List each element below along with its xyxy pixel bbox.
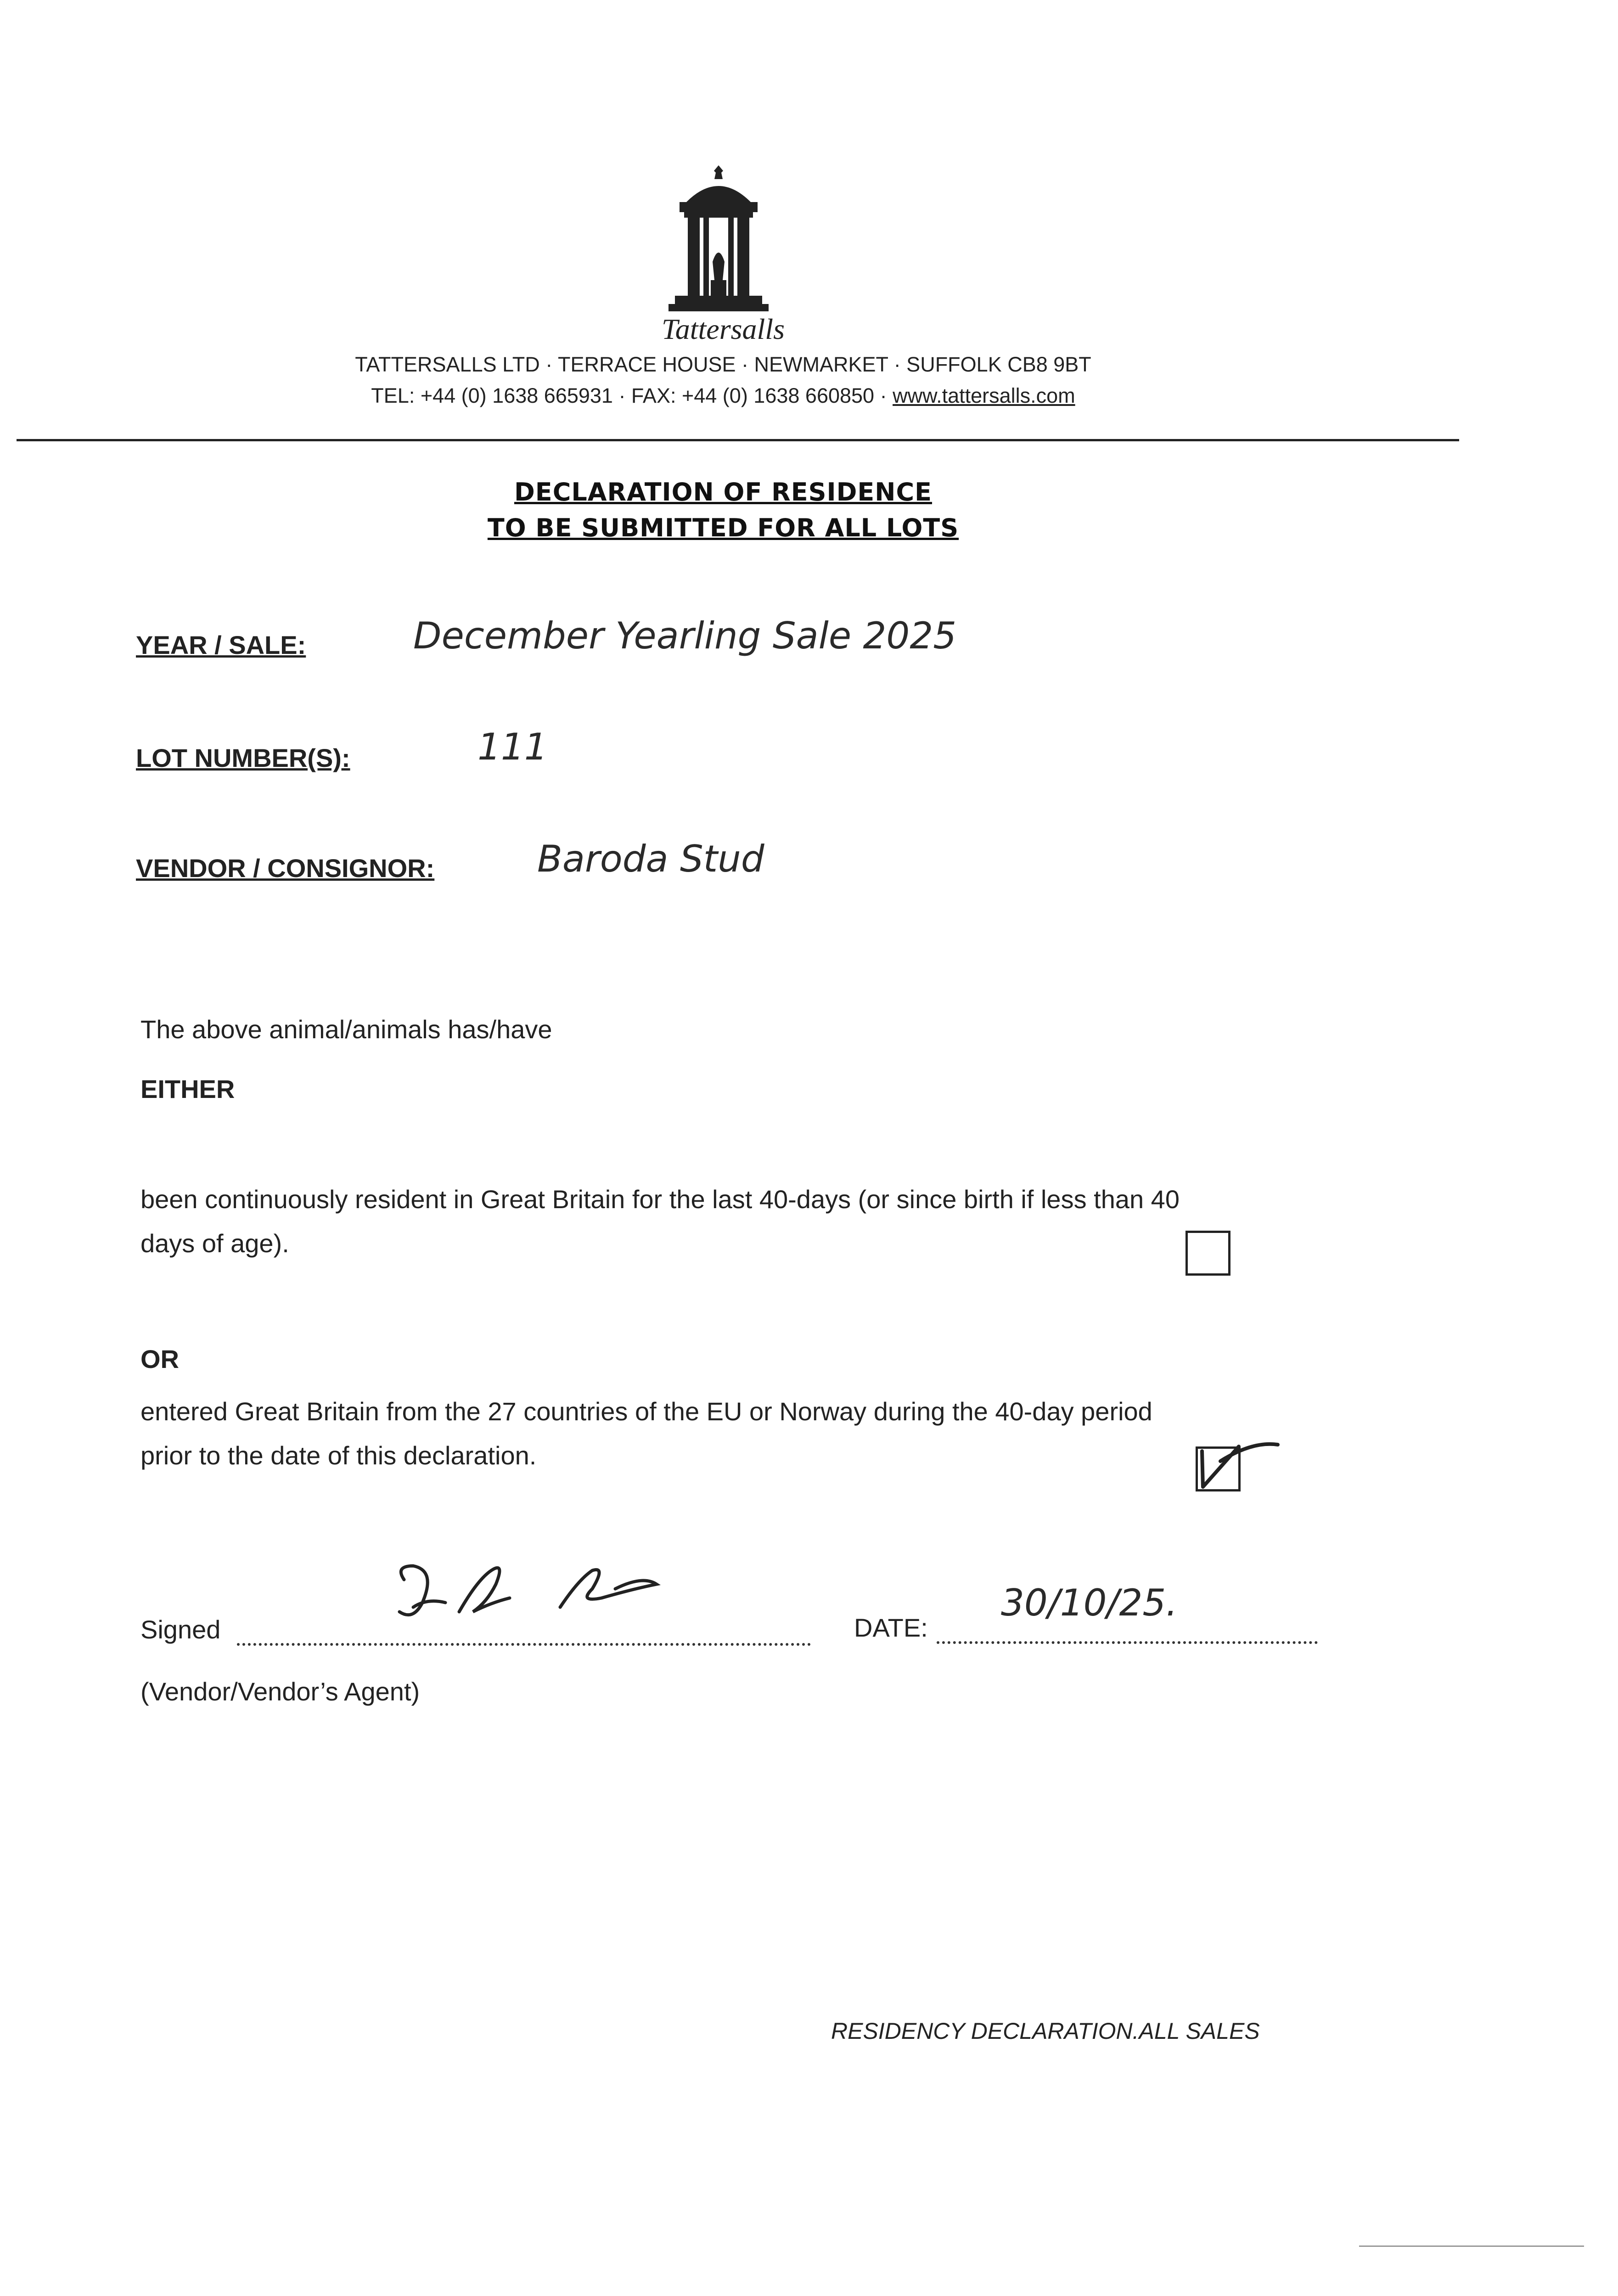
option-resident-line-2: days of age). [140, 1229, 289, 1258]
vendor-value[interactable]: Baroda Stud [537, 838, 764, 880]
handwritten-signature[interactable] [386, 1552, 680, 1635]
vendor-label: VENDOR / CONSIGNOR: [136, 854, 435, 883]
year-sale-label: YEAR / SALE: [136, 630, 306, 659]
option-resident-line-1: been continuously resident in Great Britain for the last 40-days (or since birth if less than 40 [140, 1185, 1180, 1214]
option-entered-text [140, 1390, 1152, 1478]
option-resident-checkbox[interactable] [1185, 1231, 1230, 1276]
header-divider [17, 439, 1459, 441]
either-label: EITHER [140, 1075, 235, 1103]
option-entered-line-1: entered Great Britain from the 27 countries of the EU or Norway during the 40-day period [140, 1397, 1152, 1426]
company-address: TATTERSALLS LTD · TERRACE HOUSE · NEWMARKET · SUFFOLK CB8 9BT [355, 353, 1091, 376]
page-edge-mark [1359, 2245, 1584, 2247]
form-subtitle: TO BE SUBMITTED FOR ALL LOTS [487, 513, 959, 542]
website-link[interactable]: www.tattersalls.com [893, 384, 1075, 407]
contact-numbers: TEL: +44 (0) 1638 665931 · FAX: +44 (0) 1638 660850 · [371, 384, 893, 407]
vendor-agent-label: (Vendor/Vendor’s Agent) [140, 1677, 420, 1706]
year-sale-value[interactable]: December Yearling Sale 2025 [413, 614, 957, 657]
brand-name: Tattersalls [662, 313, 785, 345]
signed-label: Signed [140, 1615, 221, 1644]
company-contact [0, 384, 1446, 408]
option-resident-text [140, 1177, 1180, 1266]
statement-intro: The above animal/animals has/have [140, 1015, 552, 1044]
signature-dots [237, 1643, 811, 1646]
form-title: DECLARATION OF RESIDENCE [514, 478, 933, 506]
date-value[interactable]: 30/10/25. [1001, 1581, 1178, 1624]
date-label: DATE: [854, 1613, 928, 1642]
option-entered-line-2: prior to the date of this declaration. [140, 1441, 537, 1470]
date-dots [937, 1641, 1318, 1644]
checkmark-icon [1193, 1433, 1285, 1497]
lot-numbers-label: LOT NUMBER(S): [136, 743, 350, 772]
form-reference: RESIDENCY DECLARATION.ALL SALES [831, 2018, 1260, 2044]
lot-numbers-value[interactable]: 111 [478, 726, 548, 768]
or-label: OR [140, 1345, 179, 1373]
tattersalls-logo [661, 165, 776, 317]
